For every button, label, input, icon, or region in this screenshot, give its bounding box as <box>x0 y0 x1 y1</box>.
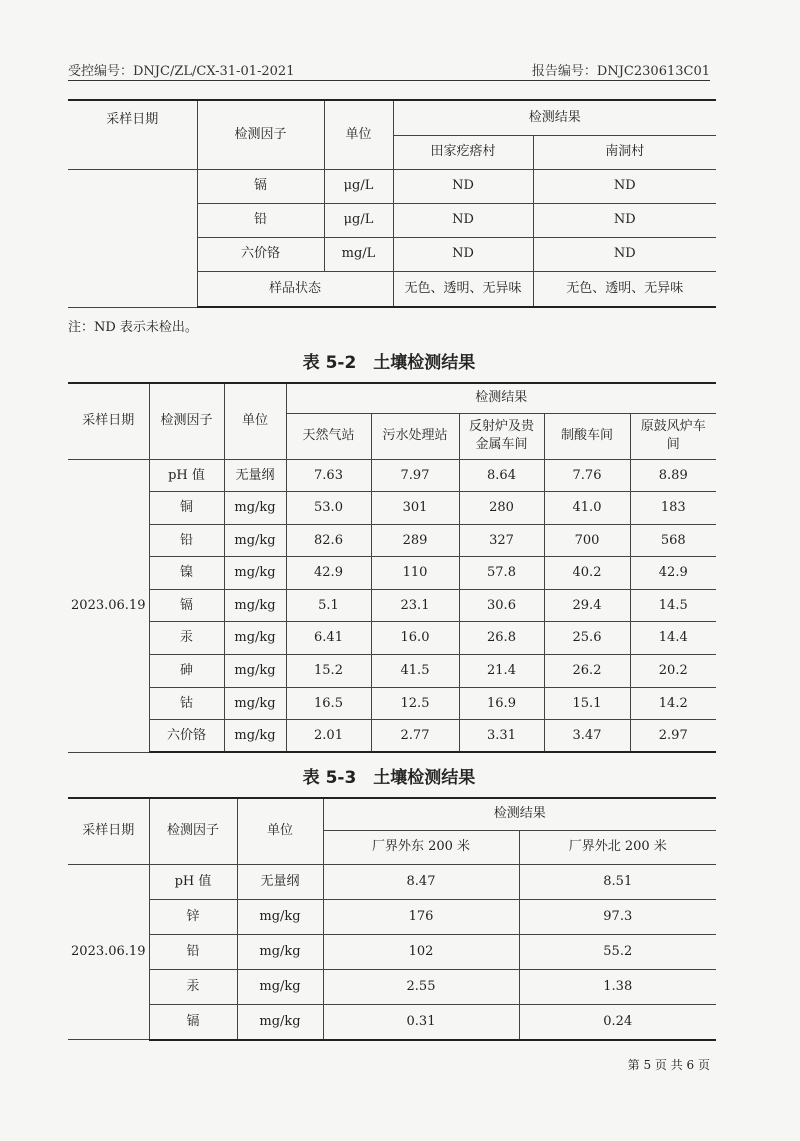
unit-cell: 无量纲 <box>224 459 286 492</box>
factor-cell: 六价铬 <box>149 720 224 753</box>
value-cell: 301 <box>371 492 459 525</box>
value-cell: 40.2 <box>544 557 630 590</box>
value-cell: 1.38 <box>519 970 716 1005</box>
header-unit: 单位 <box>324 100 393 169</box>
value-cell: 8.64 <box>459 459 544 492</box>
value-cell: 21.4 <box>459 655 544 688</box>
value-cell: 20.2 <box>630 655 716 688</box>
header-factor: 检测因子 <box>197 100 324 169</box>
header-site: 天然气站 <box>286 413 371 459</box>
value-cell: 8.51 <box>519 864 716 899</box>
factor-cell: 铜 <box>149 492 224 525</box>
value-cell: 57.8 <box>459 557 544 590</box>
status-value: 无色、透明、无异味 <box>533 271 716 307</box>
water-results-table <box>68 99 716 308</box>
table-row <box>68 524 716 557</box>
value-cell: 14.5 <box>630 589 716 622</box>
table-caption: 表 5-3 土壤检测结果 <box>302 768 476 788</box>
factor-cell: 六价铬 <box>197 237 324 271</box>
value-cell: 7.76 <box>544 459 630 492</box>
value-cell: 82.6 <box>286 524 371 557</box>
value-cell: 280 <box>459 492 544 525</box>
table-header-row <box>68 798 716 830</box>
header-result: 检测结果 <box>393 100 716 135</box>
value-cell: 0.24 <box>519 1005 716 1040</box>
factor-cell: 镍 <box>149 557 224 590</box>
table-caption: 表 5-2 土壤检测结果 <box>302 353 476 373</box>
unit-cell: μg/L <box>324 203 393 237</box>
value-cell: 29.4 <box>544 589 630 622</box>
value-cell: 2.55 <box>323 970 519 1005</box>
page-number: 第 5 页 共 6 页 <box>627 1058 710 1072</box>
value-cell: 3.31 <box>459 720 544 753</box>
value-cell: 183 <box>630 492 716 525</box>
unit-cell: mg/kg <box>237 934 323 969</box>
table-row <box>68 622 716 655</box>
factor-cell: 铅 <box>197 203 324 237</box>
table-row <box>68 970 716 1005</box>
table-body <box>68 459 716 752</box>
header-site: 厂界外东 200 米 <box>323 830 519 864</box>
factor-cell: 汞 <box>149 622 224 655</box>
value-cell: 568 <box>630 524 716 557</box>
value-cell: 8.47 <box>323 864 519 899</box>
factor-cell: 锌 <box>149 899 237 934</box>
header-factor: 检测因子 <box>149 798 237 864</box>
factor-cell: 钴 <box>149 687 224 720</box>
value-cell: 16.0 <box>371 622 459 655</box>
value-cell: 30.6 <box>459 589 544 622</box>
date-cell <box>68 169 197 307</box>
value-cell: ND <box>533 169 716 203</box>
table-row <box>68 1005 716 1040</box>
value-cell: 176 <box>323 899 519 934</box>
value-cell: 53.0 <box>286 492 371 525</box>
table-row <box>68 655 716 688</box>
table-row <box>68 864 716 899</box>
header-site: 田家疙瘩村 <box>393 135 533 169</box>
value-cell: 14.2 <box>630 687 716 720</box>
unit-cell: mg/kg <box>224 524 286 557</box>
table-body <box>68 864 716 1040</box>
value-cell: 8.89 <box>630 459 716 492</box>
table-row <box>68 899 716 934</box>
value-cell: 110 <box>371 557 459 590</box>
value-cell: ND <box>533 237 716 271</box>
footnote: 注：ND 表示未检出。 <box>68 320 198 335</box>
table-row <box>68 459 716 492</box>
value-cell: 41.5 <box>371 655 459 688</box>
table-header-row <box>68 383 716 413</box>
value-cell: 15.2 <box>286 655 371 688</box>
report-number: 报告编号：DNJC230613C01 <box>531 64 710 79</box>
page-header <box>68 60 710 82</box>
header-site: 原鼓风炉车 间 <box>630 413 716 459</box>
value-cell: 55.2 <box>519 934 716 969</box>
control-number: 受控编号：DNJC/ZL/CX-31-01-2021 <box>68 64 295 79</box>
header-date: 采样日期 <box>68 100 197 169</box>
unit-cell: mg/L <box>324 237 393 271</box>
header-site: 南洞村 <box>533 135 716 169</box>
value-cell: 16.5 <box>286 687 371 720</box>
header-rule <box>68 80 710 81</box>
header-site: 厂界外北 200 米 <box>519 830 716 864</box>
header-site: 制酸车间 <box>544 413 630 459</box>
factor-cell: 铅 <box>149 524 224 557</box>
boundary-soil-table <box>68 797 716 1041</box>
factor-cell: pH 值 <box>149 459 224 492</box>
value-cell: 42.9 <box>630 557 716 590</box>
header-factor: 检测因子 <box>149 383 224 459</box>
header-date: 采样日期 <box>68 798 149 864</box>
header-unit: 单位 <box>237 798 323 864</box>
value-cell: ND <box>393 169 533 203</box>
unit-cell: mg/kg <box>224 589 286 622</box>
factor-cell: 铅 <box>149 934 237 969</box>
value-cell: 0.31 <box>323 1005 519 1040</box>
table-row <box>68 720 716 753</box>
value-cell: 42.9 <box>286 557 371 590</box>
unit-cell: mg/kg <box>224 492 286 525</box>
value-cell: 6.41 <box>286 622 371 655</box>
status-value: 无色、透明、无异味 <box>393 271 533 307</box>
value-cell: 14.4 <box>630 622 716 655</box>
soil-results-table <box>68 382 716 753</box>
unit-cell: mg/kg <box>224 557 286 590</box>
header-result: 检测结果 <box>286 383 716 413</box>
value-cell: 102 <box>323 934 519 969</box>
value-cell: 41.0 <box>544 492 630 525</box>
value-cell: ND <box>533 203 716 237</box>
factor-cell: 镉 <box>149 1005 237 1040</box>
header-site: 反射炉及贵 金属车间 <box>459 413 544 459</box>
value-cell: ND <box>393 203 533 237</box>
unit-cell: mg/kg <box>224 622 286 655</box>
value-cell: 15.1 <box>544 687 630 720</box>
value-cell: 26.2 <box>544 655 630 688</box>
value-cell: 2.77 <box>371 720 459 753</box>
table-row <box>68 687 716 720</box>
status-label: 样品状态 <box>197 271 393 307</box>
value-cell: 7.63 <box>286 459 371 492</box>
value-cell: 7.97 <box>371 459 459 492</box>
value-cell: 16.9 <box>459 687 544 720</box>
value-cell: 25.6 <box>544 622 630 655</box>
value-cell: 97.3 <box>519 899 716 934</box>
unit-cell: mg/kg <box>237 970 323 1005</box>
factor-cell: 镉 <box>197 169 324 203</box>
header-date: 采样日期 <box>68 383 149 459</box>
value-cell: 700 <box>544 524 630 557</box>
unit-cell: 无量纲 <box>237 864 323 899</box>
table-row <box>68 169 716 203</box>
header-result: 检测结果 <box>323 798 716 830</box>
value-cell: 289 <box>371 524 459 557</box>
value-cell: 12.5 <box>371 687 459 720</box>
unit-cell: mg/kg <box>237 1005 323 1040</box>
unit-cell: mg/kg <box>224 720 286 753</box>
value-cell: 2.01 <box>286 720 371 753</box>
value-cell: 3.47 <box>544 720 630 753</box>
table-row <box>68 492 716 525</box>
factor-cell: 镉 <box>149 589 224 622</box>
value-cell: ND <box>393 237 533 271</box>
factor-cell: 砷 <box>149 655 224 688</box>
date-cell: 2023.06.19 <box>68 459 149 752</box>
value-cell: 2.97 <box>630 720 716 753</box>
value-cell: 26.8 <box>459 622 544 655</box>
factor-cell: 汞 <box>149 970 237 1005</box>
table-row <box>68 934 716 969</box>
header-site: 污水处理站 <box>371 413 459 459</box>
factor-cell: pH 值 <box>149 864 237 899</box>
unit-cell: μg/L <box>324 169 393 203</box>
table-row <box>68 589 716 622</box>
table-row <box>68 557 716 590</box>
header-unit: 单位 <box>224 383 286 459</box>
date-cell: 2023.06.19 <box>68 864 149 1040</box>
table-header-row <box>68 100 716 135</box>
value-cell: 327 <box>459 524 544 557</box>
value-cell: 23.1 <box>371 589 459 622</box>
unit-cell: mg/kg <box>237 899 323 934</box>
value-cell: 5.1 <box>286 589 371 622</box>
unit-cell: mg/kg <box>224 687 286 720</box>
unit-cell: mg/kg <box>224 655 286 688</box>
